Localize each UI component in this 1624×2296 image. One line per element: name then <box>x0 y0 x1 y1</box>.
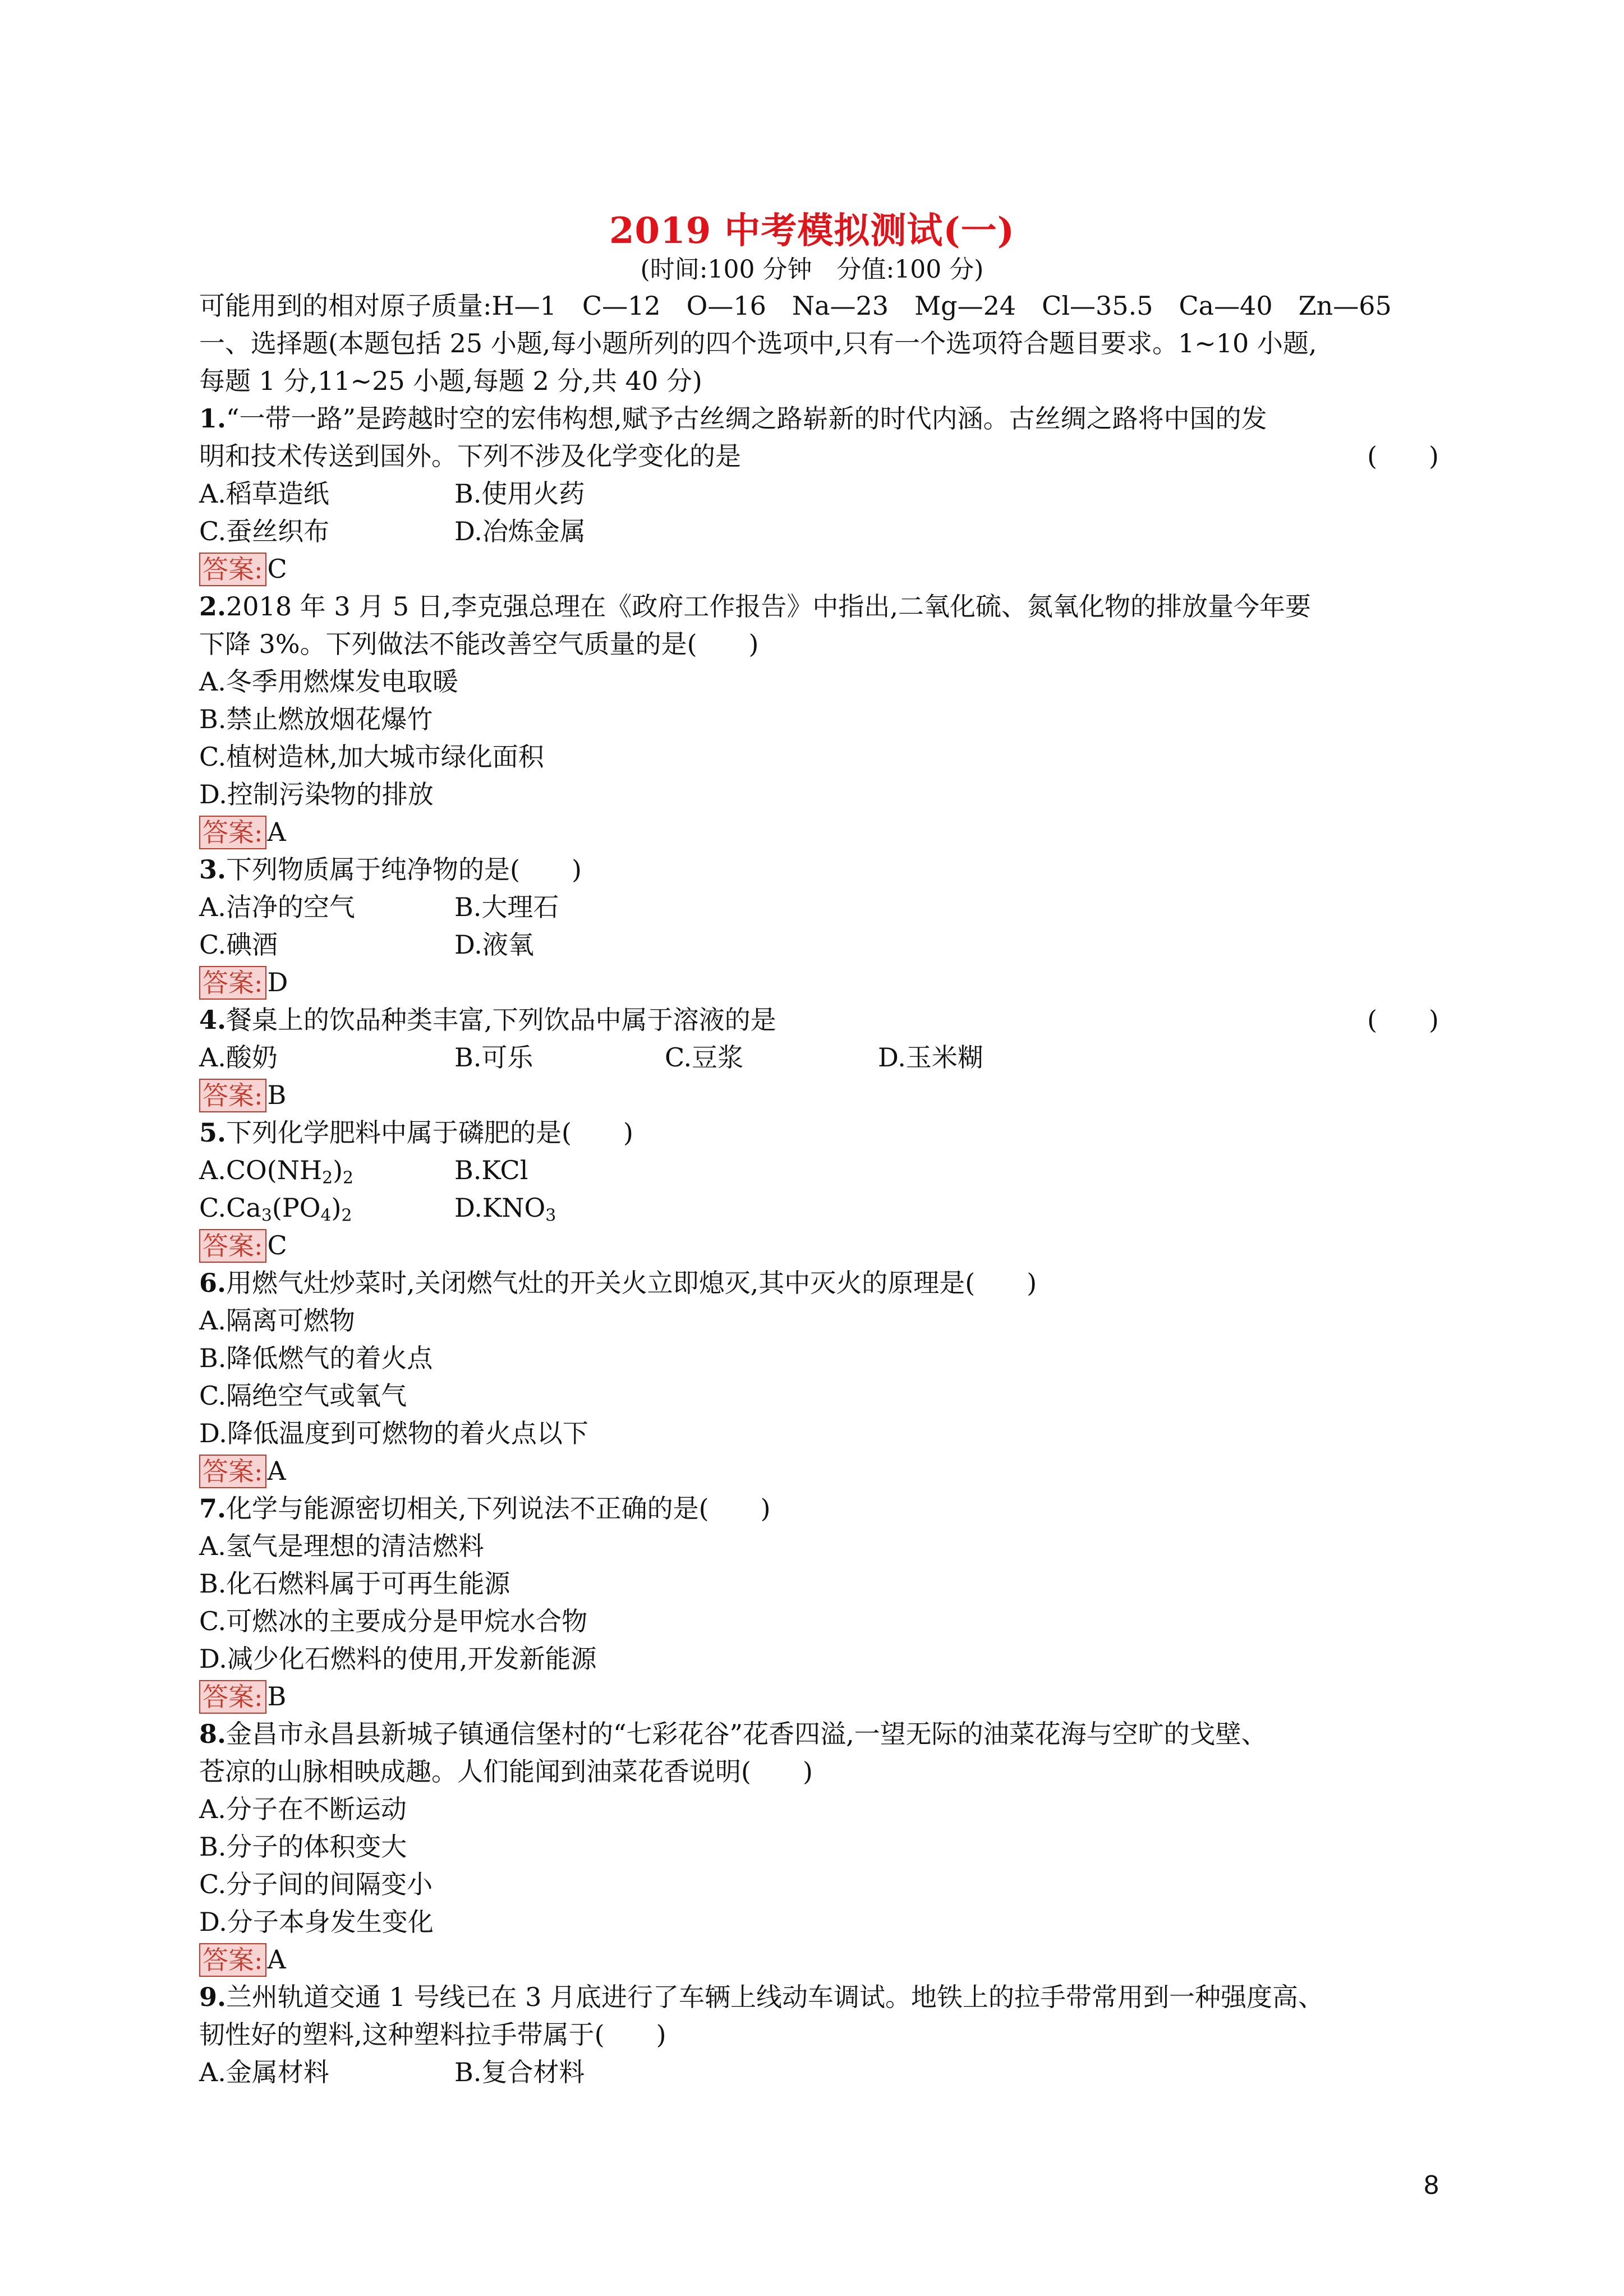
question-8-cont: 苍凉的山脉相映成趣。人们能闻到油菜花香说明( ) <box>199 1756 813 1787</box>
answer-value: A <box>267 1456 286 1486</box>
answer-row <box>199 813 1456 851</box>
option-b: B.化石燃料属于可再生能源 <box>199 1568 510 1599</box>
question-number: 8. <box>199 1719 227 1749</box>
options-row <box>199 926 1456 964</box>
option-c: C.隔绝空气或氧气 <box>199 1381 407 1411</box>
option-c: C.碘酒 <box>199 930 278 960</box>
page-number: 8 <box>1424 2170 1439 2200</box>
options-row <box>199 2054 1456 2091</box>
option-d: D.玉米糊 <box>878 1042 983 1073</box>
question-number: 7. <box>199 1493 227 1524</box>
option-a: A.金属材料 <box>199 2057 329 2087</box>
options-row <box>199 889 1456 926</box>
option-c: C.分子间的间隔变小 <box>199 1869 433 1899</box>
question-3 <box>199 851 1456 889</box>
question-number: 9. <box>199 1982 227 2012</box>
option-a: A.酸奶 <box>199 1042 278 1073</box>
question-1 <box>199 400 1456 438</box>
answer-row <box>199 1076 1456 1114</box>
option-c: C.可燃冰的主要成分是甲烷水合物 <box>199 1606 588 1636</box>
question-text: 化学与能源密切相关,下列说法不正确的是( ) <box>226 1493 771 1524</box>
options-row <box>199 1152 1456 1189</box>
option-b: B.复合材料 <box>454 2057 585 2087</box>
option-a: A.隔离可燃物 <box>199 1305 355 1336</box>
option-c: $C.Ca_3(PO_4)_2$ <box>199 1193 352 1226</box>
answer-label: 答案: <box>199 816 266 849</box>
question-7 <box>199 1490 1456 1527</box>
option-b: B.禁止燃放烟花爆竹 <box>199 704 433 734</box>
option-c: C.豆浆 <box>665 1042 744 1073</box>
option-b: B.降低燃气的着火点 <box>199 1343 433 1373</box>
option-a: $A.CO(NH_2)_2$ <box>199 1155 354 1188</box>
answer-row <box>199 1941 1456 1978</box>
option-d: D.分子本身发生变化 <box>199 1907 434 1937</box>
answer-value: A <box>267 1944 286 1975</box>
option-a: A.稻草造纸 <box>199 478 329 509</box>
option-a: A.洁净的空气 <box>199 892 355 922</box>
answer-value: B <box>267 1681 287 1711</box>
option-b: B.可乐 <box>454 1042 533 1073</box>
answer-row <box>199 1227 1456 1264</box>
question-4 <box>199 1001 1456 1039</box>
atomic-masses: 可能用到的相对原子质量:H—1 C—12 O—16 Na—23 Mg—24 Cl—35.5 Ca—40 Zn—65 <box>199 291 1392 321</box>
answer-label: 答案: <box>199 1680 266 1714</box>
answer-label: 答案: <box>199 966 266 1000</box>
question-text: 明和技术传送到国外。下列不涉及化学变化的是 <box>199 441 741 471</box>
option-a: A.分子在不断运动 <box>199 1794 407 1824</box>
question-2-cont: 下降 3%。下列做法不能改善空气质量的是( ) <box>199 629 759 659</box>
question-text: 用燃气灶炒菜时,关闭燃气灶的开关火立即熄灭,其中灭火的原理是( ) <box>226 1268 1037 1298</box>
answer-row <box>199 1452 1456 1490</box>
option-d: D.液氧 <box>454 930 534 960</box>
option-b: B.大理石 <box>454 892 559 922</box>
option-b: B.使用火药 <box>454 478 585 509</box>
answer-label: 答案: <box>199 1079 266 1112</box>
answer-row <box>199 1678 1456 1715</box>
answer-paren: ( ) <box>1367 1005 1439 1035</box>
answer-value: B <box>267 1080 287 1110</box>
options-row <box>199 513 1456 550</box>
question-8 <box>199 1715 1456 1753</box>
question-text: 下列化学肥料中属于磷肥的是( ) <box>226 1117 633 1148</box>
question-1-cont <box>199 438 1456 475</box>
question-text: 2018 年 3 月 5 日,李克强总理在《政府工作报告》中指出,二氧化硫、氮氧化物的排放量今年要 <box>226 591 1311 622</box>
options-row <box>199 1189 1456 1227</box>
option-d: D.控制污染物的排放 <box>199 779 434 809</box>
question-text: 兰州轨道交通 1 号线已在 3 月底进行了车辆上线动车调试。地铁上的拉手带常用到一种强度高、 <box>226 1982 1324 2012</box>
exam-content <box>199 287 1456 2091</box>
options-row <box>199 1039 1456 1076</box>
answer-label: 答案: <box>199 1229 266 1263</box>
question-2 <box>199 588 1456 625</box>
option-c: C.蚕丝织布 <box>199 516 330 546</box>
question-5 <box>199 1114 1456 1152</box>
question-6 <box>199 1264 1456 1302</box>
question-9-cont: 韧性好的塑料,这种塑料拉手带属于( ) <box>199 2019 666 2050</box>
question-number: 6. <box>199 1268 227 1298</box>
option-d: $D.KNO_3$ <box>454 1193 556 1226</box>
page-title: 2019 中考模拟测试(一) <box>609 210 1015 252</box>
question-text: 餐桌上的饮品种类丰富,下列饮品中属于溶液的是 <box>226 1005 776 1035</box>
section-header: 一、选择题(本题包括 25 小题,每小题所列的四个选项中,只有一个选项符合题目要求。1~10 小题, <box>199 328 1317 358</box>
option-d: D.降低温度到可燃物的着火点以下 <box>199 1418 588 1448</box>
option-b: B.KCl <box>454 1155 528 1185</box>
question-number: 1. <box>199 403 227 434</box>
question-number: 5. <box>199 1117 227 1148</box>
answer-label: 答案: <box>199 1943 266 1977</box>
answer-paren: ( ) <box>1367 441 1439 471</box>
option-d: D.冶炼金属 <box>454 516 586 546</box>
options-row <box>199 475 1456 513</box>
option-a: A.冬季用燃煤发电取暖 <box>199 666 458 697</box>
question-number: 3. <box>199 854 227 885</box>
option-a: A.氢气是理想的清洁燃料 <box>199 1531 484 1561</box>
question-text: 下列物质属于纯净物的是( ) <box>226 854 582 885</box>
question-9 <box>199 1978 1456 2016</box>
question-number: 2. <box>199 591 227 622</box>
question-number: 4. <box>199 1005 227 1035</box>
option-d: D.减少化石燃料的使用,开发新能源 <box>199 1644 597 1674</box>
answer-value: A <box>267 817 286 847</box>
section-header-cont: 每题 1 分,11~25 小题,每题 2 分,共 40 分) <box>199 366 702 396</box>
question-text: 金昌市永昌县新城子镇通信堡村的“七彩花谷”花香四溢,一望无际的油菜花海与空旷的戈壁、 <box>226 1719 1267 1749</box>
option-c: C.植树造林,加大城市绿化面积 <box>199 742 544 772</box>
option-b: B.分子的体积变大 <box>199 1832 407 1862</box>
question-text: “一带一路”是跨越时空的宏伟构想,赋予古丝绸之路崭新的时代内涵。古丝绸之路将中国的发 <box>226 403 1267 434</box>
page-subtitle: (时间:100 分钟 分值:100 分) <box>640 255 984 284</box>
answer-row <box>199 550 1456 588</box>
answer-label: 答案: <box>199 553 266 586</box>
answer-value: C <box>267 554 287 584</box>
answer-value: C <box>267 1230 287 1260</box>
answer-label: 答案: <box>199 1455 266 1488</box>
answer-row <box>199 964 1456 1001</box>
answer-value: D <box>267 967 288 997</box>
